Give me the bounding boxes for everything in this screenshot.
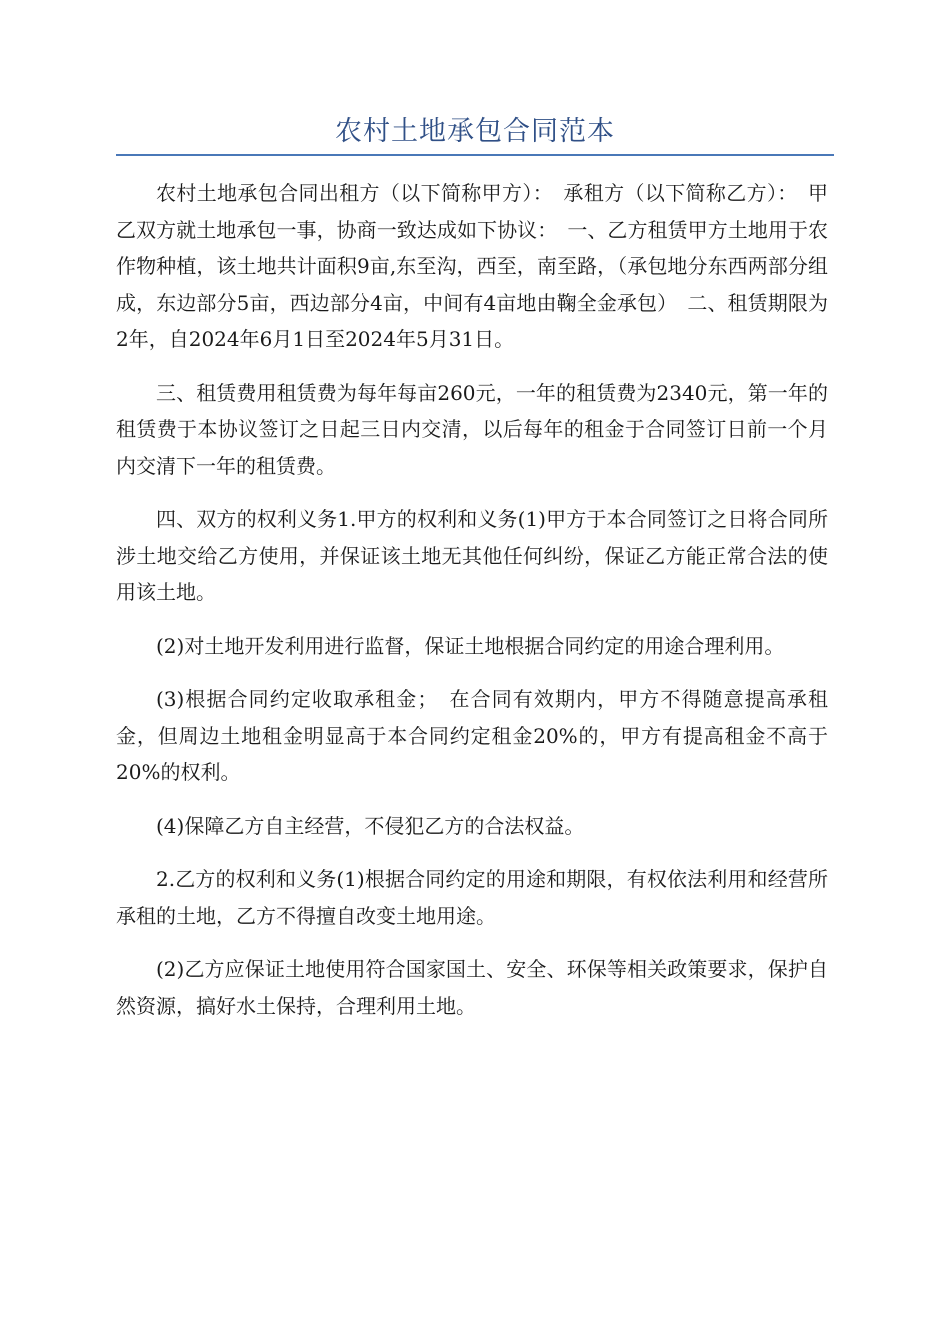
paragraph-rights-obligations-a: 四、双方的权利义务1.甲方的权利和义务(1)甲方于本合同签订之日将合同所涉土地交给乙方使用，并保证该土地无其他任何纠纷，保证乙方能正常合法的使用该土地。 <box>116 507 828 604</box>
paragraph-parties-and-terms: 农村土地承包合同出租方（以下简称甲方）： 承租方（以下简称乙方）： 甲乙双方就土地承包一事，协商一致达成如下协议： 一、乙方租赁甲方土地用于农作物种植，该土地共计面积9亩,东至沟，西至，南至路，（承包地分东西两部分组成，东边部分5亩，西边部分4亩，中间有4亩地由鞠全金承包） 二、租赁期限为2年，自2024年6月1日至2024年5月31日。 <box>116 181 828 351</box>
paragraph-supervision: (2)对土地开发利用进行监督，保证土地根据合同约定的用途合理利用。 <box>156 633 785 658</box>
document-title: 农村土地承包合同范本 <box>335 116 615 147</box>
paragraph-rights-obligations-b: 2.乙方的权利和义务(1)根据合同约定的用途和期限，有权依法利用和经营所承租的土地，乙方不得擅自改变土地用途。 <box>116 867 828 928</box>
title-underline <box>116 154 834 156</box>
paragraph-rent-collection: (3)根据合同约定收取承租金； 在合同有效期内，甲方不得随意提高承租金，但周边土地租金明显高于本合同约定租金20%的，甲方有提高租金不高于20%的权利。 <box>116 687 828 784</box>
paragraph-autonomy: (4)保障乙方自主经营，不侵犯乙方的合法权益。 <box>156 813 585 838</box>
paragraph-rental-fee: 三、租赁费用租赁费为每年每亩260元，一年的租赁费为2340元，第一年的租赁费于本协议签订之日起三日内交清，以后每年的租金于合同签订日前一个月内交清下一年的租赁费。 <box>116 380 828 478</box>
document-body <box>116 175 828 1041</box>
paragraph-land-use-policy: (2)乙方应保证土地使用符合国家国土、安全、环保等相关政策要求，保护自然资源，搞好水土保持，合理利用土地。 <box>116 957 828 1018</box>
